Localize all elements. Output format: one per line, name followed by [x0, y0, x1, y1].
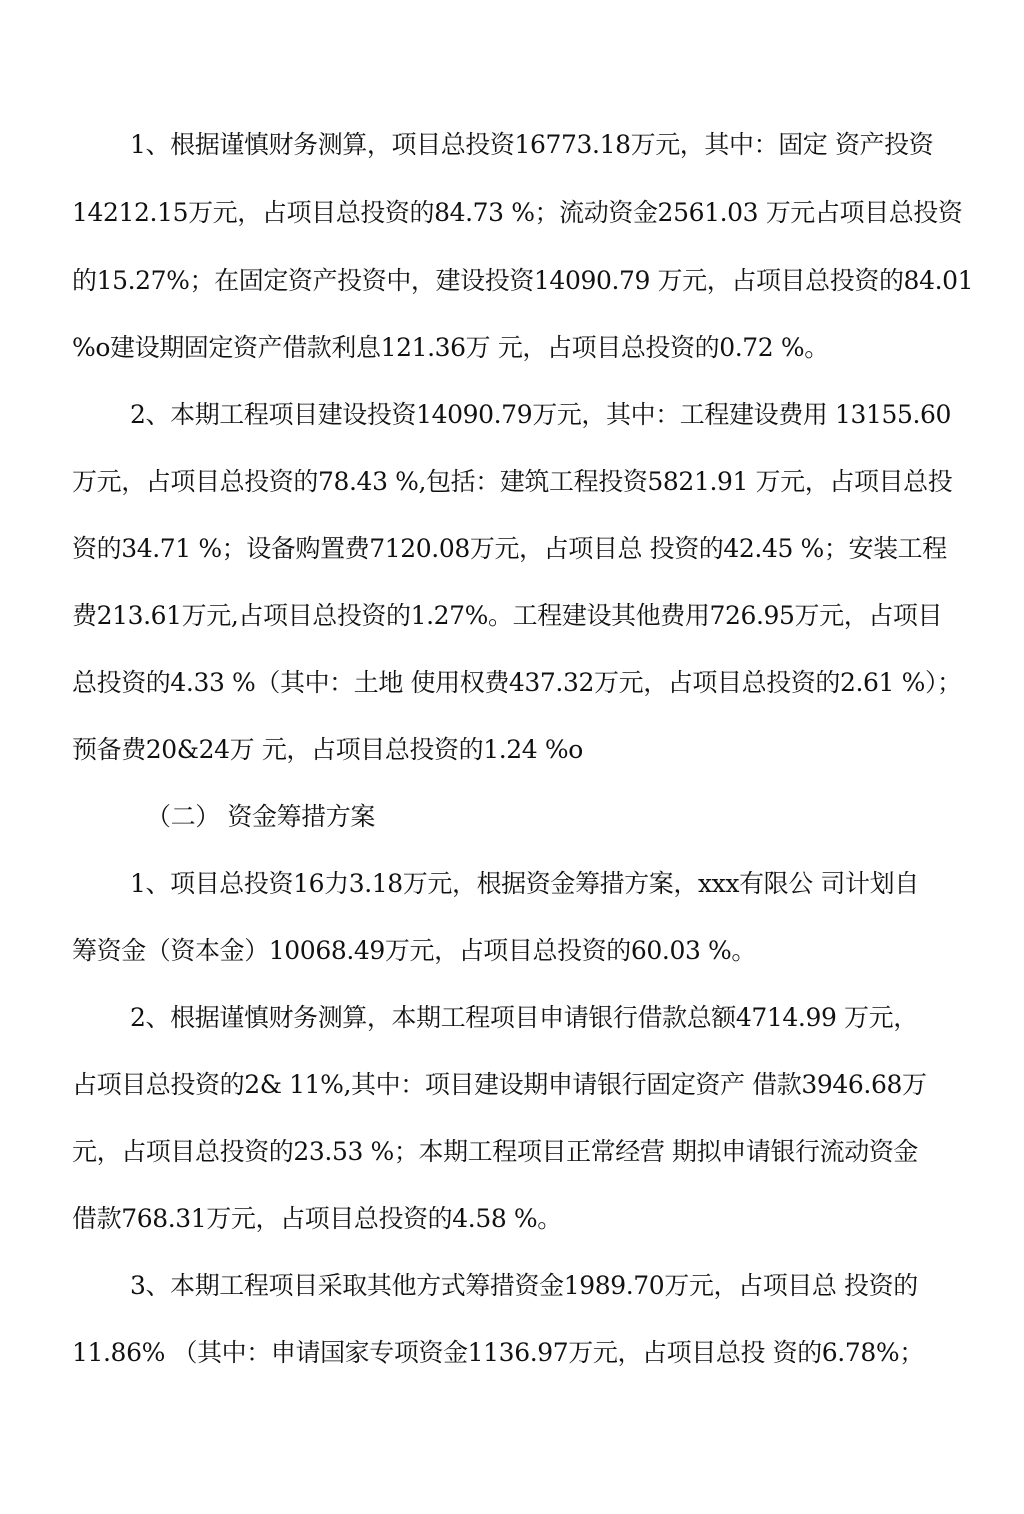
section-heading: （二） 资金筹措方案 — [146, 802, 375, 831]
paragraph-line: 筹资金（资本金）10068.49万元，占项目总投资的60.03 %。 — [72, 936, 756, 965]
paragraph-line: 2、根据谨慎财务测算，本期工程项目申请银行借款总额4714.99 万元， — [130, 1003, 918, 1032]
paragraph-line: 3、本期工程项目采取其他方式筹措资金1989.70万元，占项目总 投资的 — [130, 1271, 918, 1300]
paragraph-line: 1、根据谨慎财务测算，项目总投资16773.18万元，其中：固定 资产投资 — [130, 130, 934, 159]
paragraph-line: 预备费20&24万 元，占项目总投资的1.24 %o — [72, 735, 583, 764]
paragraph-line: 2、本期工程项目建设投资14090.79万元，其中：工程建设费用 13155.60 — [130, 400, 952, 429]
paragraph-line: 元，占项目总投资的23.53 %；本期工程项目正常经营 期拟申请银行流动资金 — [72, 1137, 919, 1166]
paragraph-line: 费213.61万元,占项目总投资的1.27%。工程建设其他费用726.95万元，占项目 — [72, 601, 943, 630]
paragraph-line: 14212.15万元，占项目总投资的84.73 %；流动资金2561.03 万元占项目总投资 — [72, 198, 963, 227]
paragraph-line: 的15.27%；在固定资产投资中，建设投资14090.79 万元，占项目总投资的84.01 — [72, 266, 974, 295]
paragraph-line: 资的34.71 %；设备购置费7120.08万元，占项目总 投资的42.45 %；安装工程 — [72, 534, 947, 563]
paragraph-line: 万元，占项目总投资的78.43 %,包括：建筑工程投资5821.91 万元，占项目总投 — [72, 467, 953, 496]
paragraph-line: 1、项目总投资16力3.18万元，根据资金筹措方案，xxx有限公 司计划自 — [130, 869, 919, 898]
paragraph-line: 占项目总投资的2& 11%,其中：项目建设期申请银行固定资产 借款3946.68万 — [72, 1070, 927, 1099]
paragraph-line: 11.86% （其中：申请国家专项资金1136.97万元，占项目总投 资的6.78%； — [72, 1338, 924, 1367]
paragraph-line: 借款768.31万元，占项目总投资的4.58 %。 — [72, 1204, 562, 1233]
paragraph-line: 总投资的4.33 %（其中：土地 使用权费437.32万元，占项目总投资的2.61 %）； — [72, 668, 962, 697]
paragraph-line: %o建设期固定资产借款利息121.36万 元，占项目总投资的0.72 %。 — [72, 333, 829, 362]
